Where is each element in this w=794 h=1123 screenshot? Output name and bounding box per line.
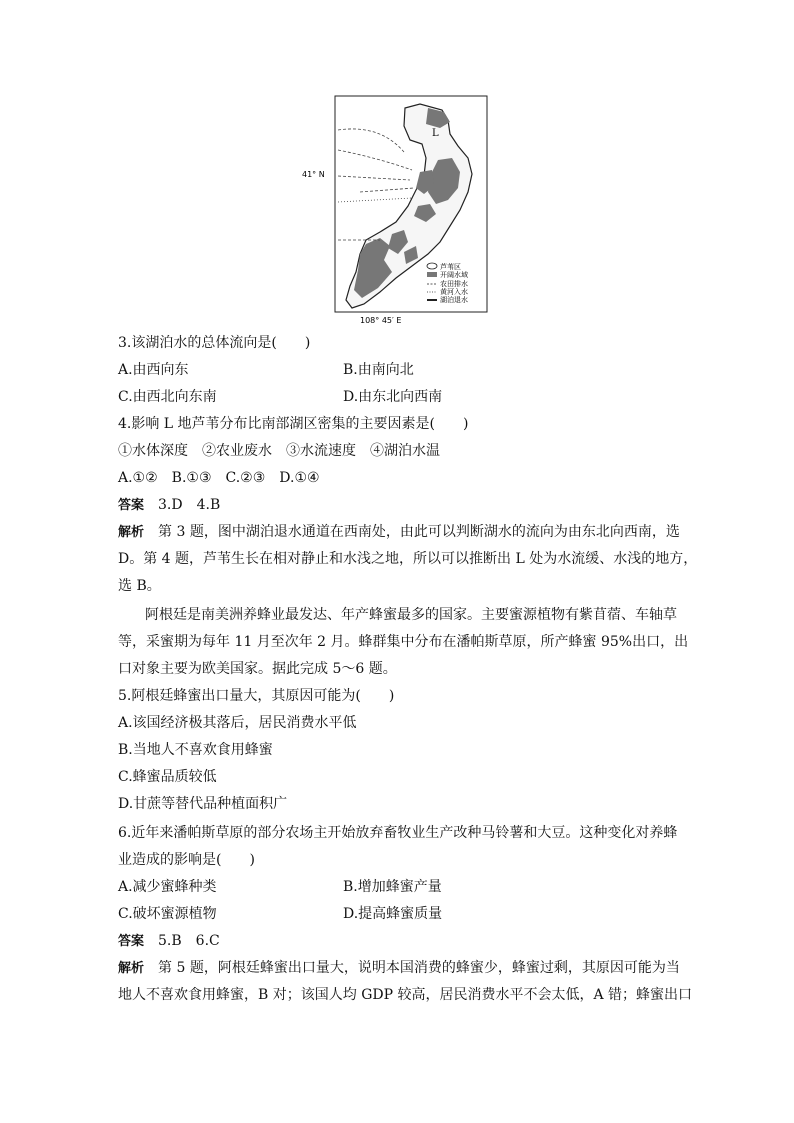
reed-area [354,238,392,298]
passage-line1: 阿根廷是南美洲养蜂业最发达、年产蜂蜜最多的国家。主要蜜源植物有紫苜蓿、车轴草 [145,607,677,623]
map-legend [427,262,468,304]
legend-yellow-river-inflow: 黄河入水 [440,288,468,296]
lake-l-label: L [432,128,439,139]
explanation-3-4-line2: D。第 4 题，芦苇生长在相对静止和水浅之地，所以可以推断出 L 处为水流缓、水浅的地方， [118,551,698,567]
q3-option-a: A.由西向东 [118,362,189,378]
latitude-label: 41° N [302,170,325,179]
answer-label: 答案 [118,498,145,513]
q3-option-d: D.由东北向西南 [343,389,443,405]
q3-option-c: C.由西北向东南 [118,389,217,405]
q5-option-a: A.该国经济极其落后，居民消费水平低 [118,715,357,731]
answer-text: 3.D 4.B [158,497,221,513]
legend-farm-drainage: 农田排水 [440,280,468,288]
explanation-5-6-line1: 解析 第 5 题，阿根廷蜂蜜出口量大，说明本国消费的蜂蜜少，蜂蜜过剩，其原因可能为当 [118,960,680,976]
explanation-3-4-line1: 解析 第 3 题，图中湖泊退水通道在西南处，由此可以判断湖水的流向为由东北向西南，选 [118,524,680,540]
q3-stem: 3.该湖泊水的总体流向是( ) [118,335,311,351]
lake-map-figure [300,94,500,329]
explanation-label: 解析 [118,961,145,976]
q4-stem: 4.影响 L 地芦苇分布比南部湖区密集的主要因素是( ) [118,416,469,432]
answer-label: 答案 [118,934,145,949]
lake-map [300,94,500,329]
legend-lake-outflow: 湖泊退水 [440,296,468,304]
explanation-label: 解析 [118,525,145,540]
answer-text: 5.B 6.C [158,933,220,949]
q6-stem-line1: 6.近年来潘帕斯草原的部分农场主开始放弃畜牧业生产改种马铃薯和大豆。这种变化对养蜂 [118,825,678,841]
q6-stem-line2: 业造成的影响是( ) [118,852,255,868]
answer-5-6 [118,931,220,952]
q5-option-c: C.蜂蜜品质较低 [118,769,217,785]
passage-line2: 等，采蜜期为每年 11 月至次年 2 月。蜂群集中分布在潘帕斯草原，所产蜂蜜 95%出口，出 [118,634,689,650]
passage-line3: 口对象主要为欧美国家。据此完成 5～6 题。 [118,661,397,677]
q3-option-b: B.由南向北 [343,362,414,378]
q6-option-b: B.增加蜂蜜产量 [343,879,442,895]
q5-option-b: B.当地人不喜欢食用蜂蜜 [118,742,273,758]
explanation-3-4-line3: 选 B。 [118,578,161,594]
q5-stem: 5.阿根廷蜂蜜出口量大，其原因可能为( ) [118,688,395,704]
q6-option-a: A.减少蜜蜂种类 [118,879,217,895]
answer-3-4 [118,495,220,516]
longitude-label: 108° 45′ E [360,316,402,325]
legend-reed: 芦苇区 [440,263,461,271]
q4-factors: ①水体深度 ②农业废水 ③水流速度 ④湖泊水温 [118,443,440,459]
q6-option-c: C.破坏蜜源植物 [118,906,217,922]
q5-option-d: D.甘蔗等替代品种植面积广 [118,796,288,812]
q6-option-d: D.提高蜂蜜质量 [343,906,443,922]
q4-options: A.①② B.①③ C.②③ D.①④ [118,470,320,486]
explanation-5-6-line2: 地人不喜欢食用蜂蜜，B 对；该国人均 GDP 较高，居民消费水平不会太低，A 错；蜂蜜出口 [118,987,693,1003]
legend-open-water: 开阔水域 [440,271,468,279]
